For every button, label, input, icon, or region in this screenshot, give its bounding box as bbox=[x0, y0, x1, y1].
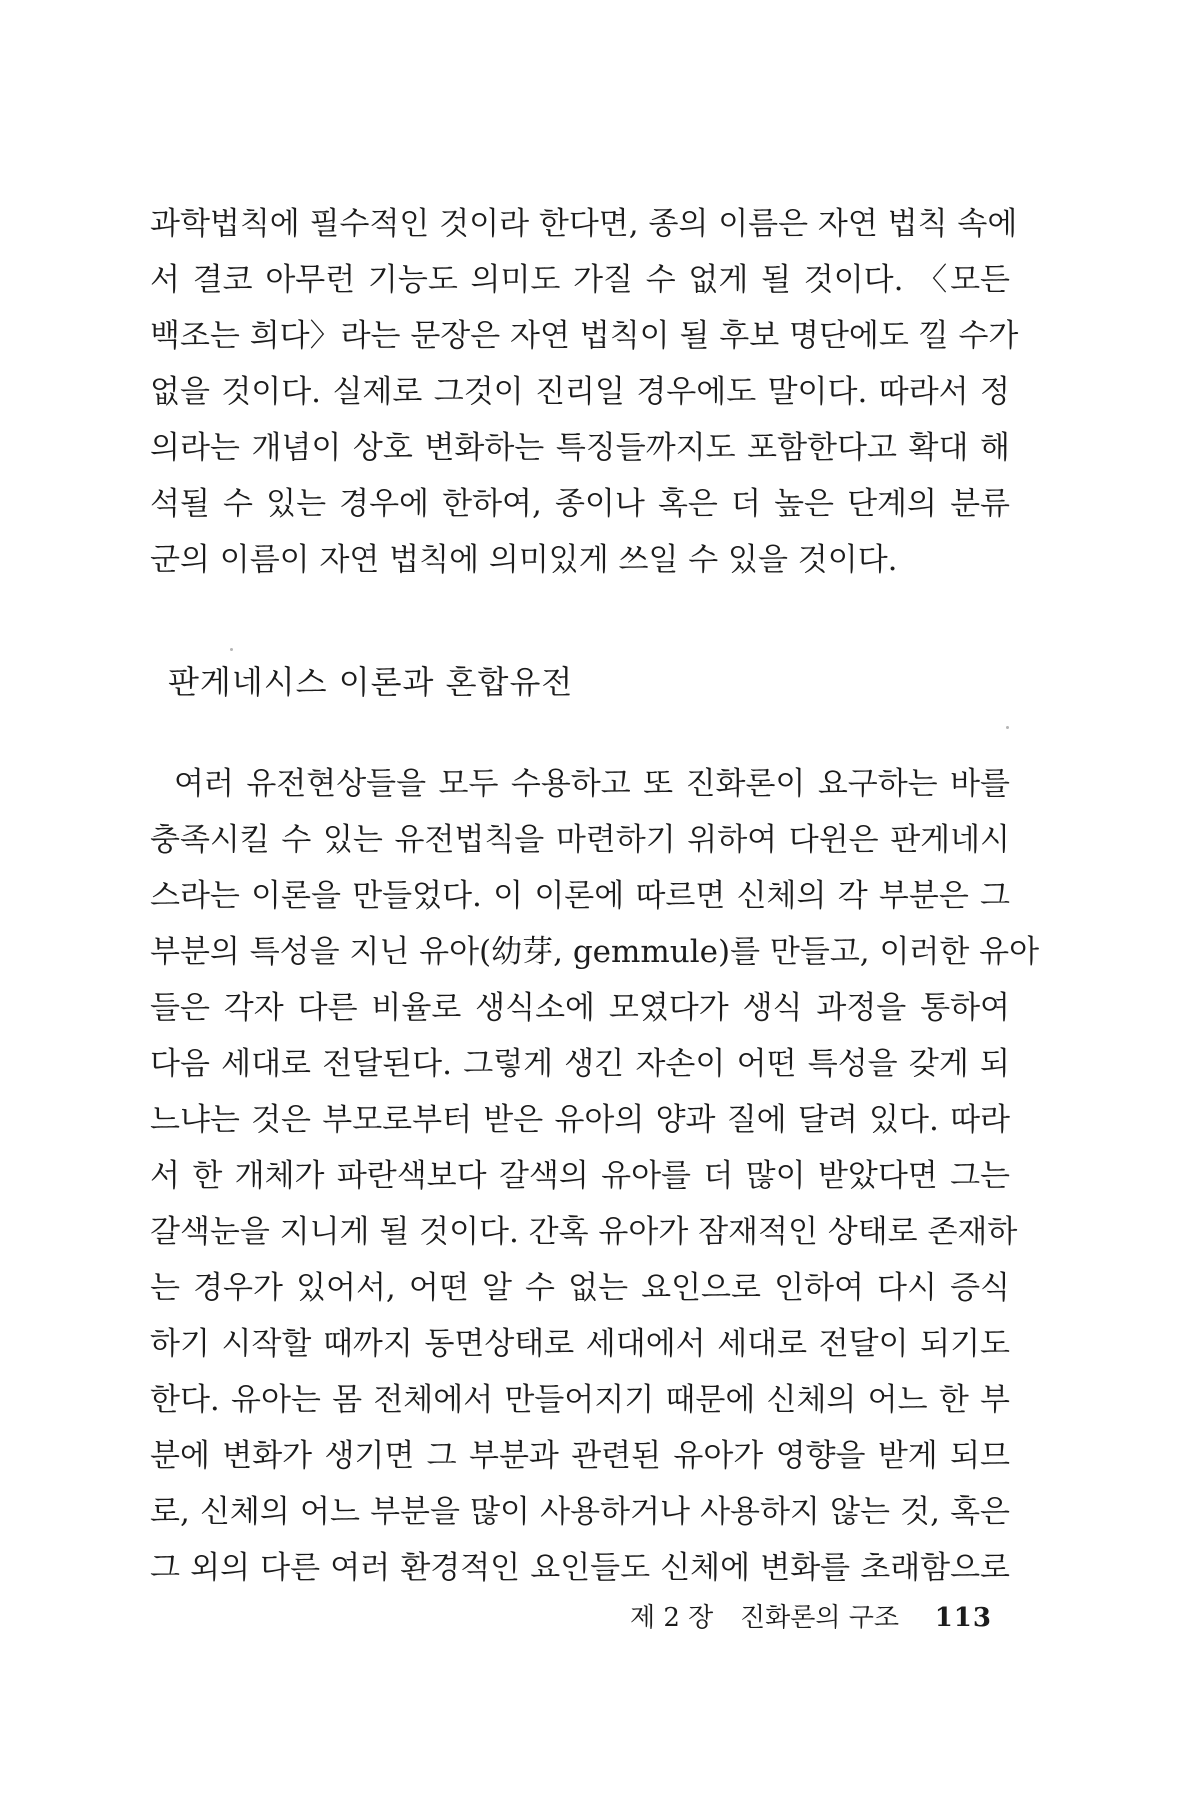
paper-speck bbox=[230, 648, 233, 651]
text-line: 로, 신체의 어느 부분을 많이 사용하거나 사용하지 않는 것, 혹은 bbox=[150, 1494, 1010, 1530]
text-line: 서 한 개체가 파란색보다 갈색의 유아를 더 많이 받았다면 그는 bbox=[150, 1158, 1010, 1194]
body-paragraph-2 bbox=[150, 756, 1040, 1596]
text-line: 서 결코 아무런 기능도 의미도 가질 수 없게 될 것이다. 〈모든 bbox=[150, 262, 1010, 298]
running-footer bbox=[630, 1598, 1010, 1638]
text-line: 다음 세대로 전달된다. 그렇게 생긴 자손이 어떤 특성을 갖게 되 bbox=[150, 1046, 1010, 1082]
text-line: 들은 각자 다른 비율로 생식소에 모였다가 생식 과정을 통하여 bbox=[150, 990, 1010, 1026]
text-line: 의라는 개념이 상호 변화하는 특징들까지도 포함한다고 확대 해 bbox=[150, 430, 1010, 466]
chapter-title: 진화론의 구조 bbox=[740, 1603, 899, 1633]
body-paragraph-1 bbox=[150, 196, 1019, 588]
text-line: 여러 유전현상들을 모두 수용하고 또 진화론이 요구하는 바를 bbox=[174, 766, 1010, 802]
page-number: 113 bbox=[934, 1603, 992, 1633]
text-line: 과학법칙에 필수적인 것이라 한다면, 종의 이름은 자연 법칙 속에 bbox=[150, 206, 1018, 242]
text-line: 는 경우가 있어서, 어떤 알 수 없는 요인으로 인하여 다시 증식 bbox=[150, 1270, 1010, 1306]
text-line: 스라는 이론을 만들었다. 이 이론에 따르면 신체의 각 부분은 그 bbox=[150, 878, 1010, 914]
text-line: 충족시킬 수 있는 유전법칙을 마련하기 위하여 다윈은 판게네시 bbox=[150, 822, 1010, 858]
text-line: 갈색눈을 지니게 될 것이다. 간혹 유아가 잠재적인 상태로 존재하 bbox=[150, 1214, 1018, 1250]
text-line: 한다. 유아는 몸 전체에서 만들어지기 때문에 신체의 어느 한 부 bbox=[150, 1382, 1010, 1418]
text-line: 석될 수 있는 경우에 한하여, 종이나 혹은 더 높은 단계의 분류 bbox=[150, 486, 1010, 522]
text-line: 부분의 특성을 지닌 유아(幼芽, gemmule)를 만들고, 이러한 유아 bbox=[150, 934, 1040, 970]
text-line: 그 외의 다른 여러 환경적인 요인들도 신체에 변화를 초래함으로 bbox=[150, 1550, 1010, 1586]
text-line: 느냐는 것은 부모로부터 받은 유아의 양과 질에 달려 있다. 따라 bbox=[150, 1102, 1010, 1138]
text-line: 하기 시작할 때까지 동면상태로 세대에서 세대로 전달이 되기도 bbox=[150, 1326, 1010, 1362]
chapter-label: 제 2 장 bbox=[630, 1603, 714, 1633]
text-line: 없을 것이다. 실제로 그것이 진리일 경우에도 말이다. 따라서 정 bbox=[150, 374, 1010, 410]
text-line: 백조는 희다〉라는 문장은 자연 법칙이 될 후보 명단에도 낄 수가 bbox=[150, 318, 1019, 354]
text-line: 군의 이름이 자연 법칙에 의미있게 쓰일 수 있을 것이다. bbox=[150, 542, 898, 578]
text-line: 분에 변화가 생기면 그 부분과 관련된 유아가 영향을 받게 되므 bbox=[150, 1438, 1010, 1474]
section-heading: 판게네시스 이론과 혼합유전 bbox=[168, 663, 574, 701]
paper-speck bbox=[1006, 726, 1009, 729]
